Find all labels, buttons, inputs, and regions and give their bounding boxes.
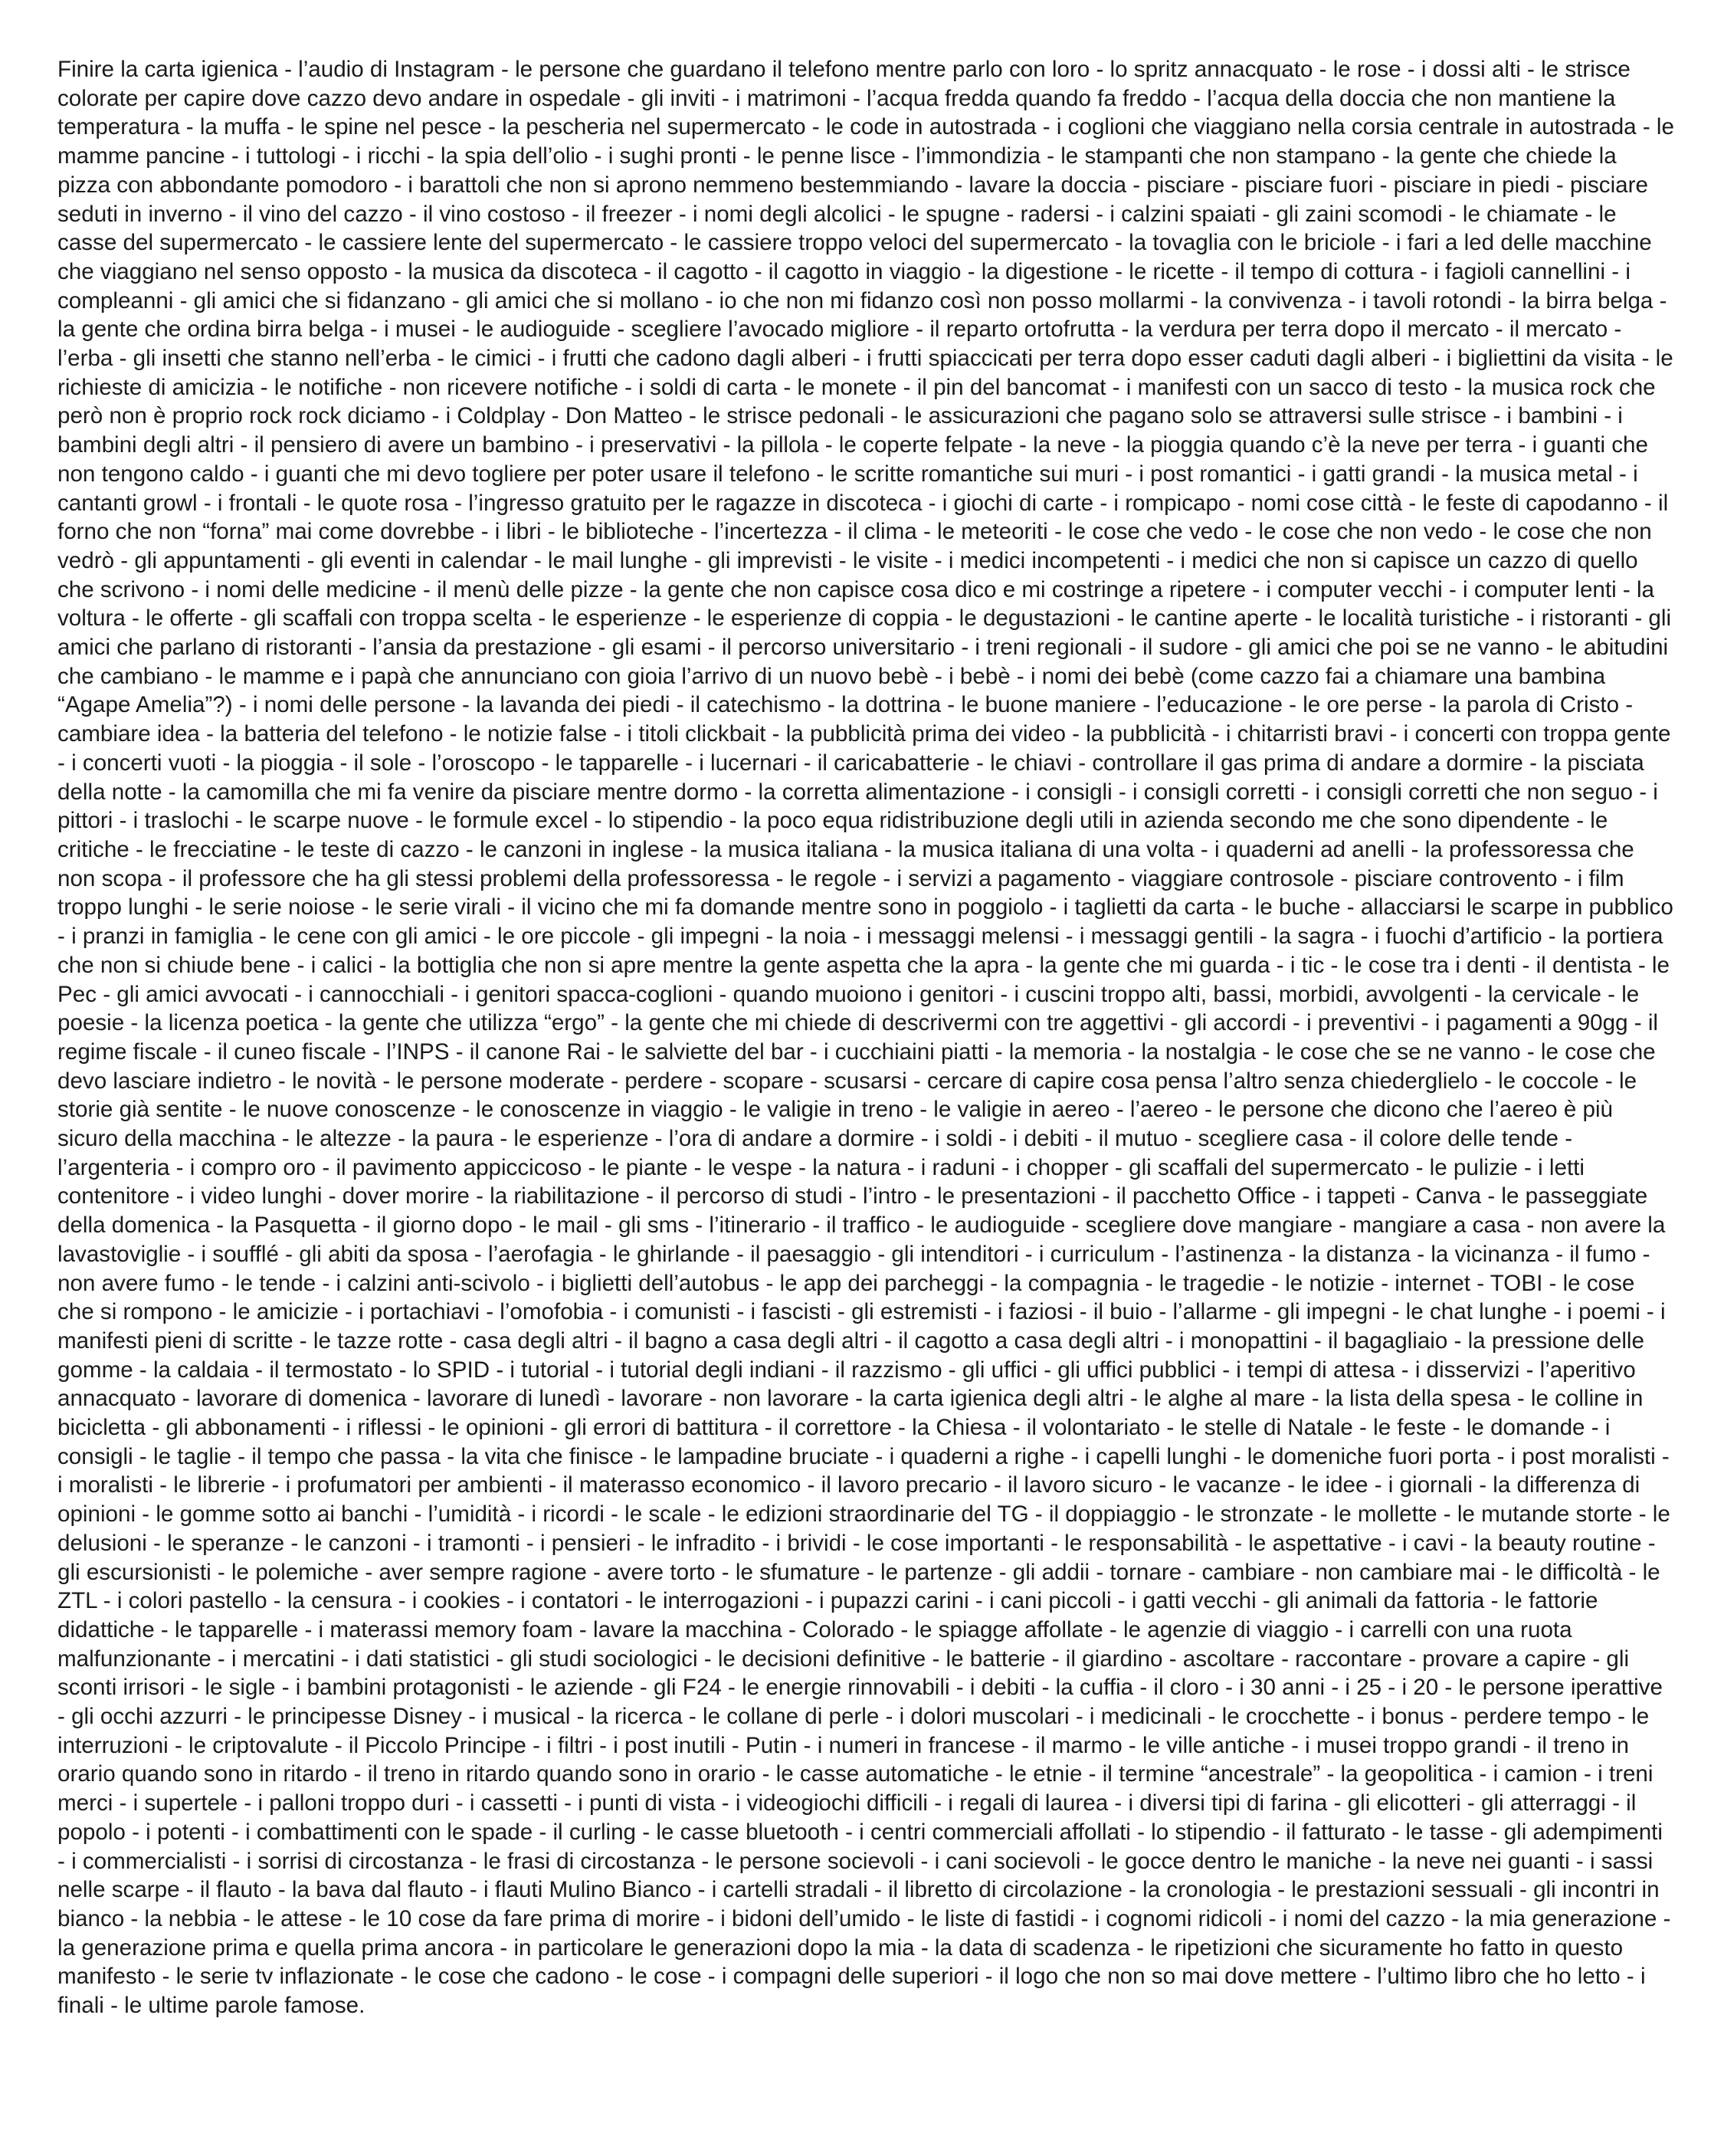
manifesto-text: Finire la carta igienica - l’audio di Instagram - le persone che guardano il telefono mentre parlo con loro - lo spritz annacquato - le rose - i dossi alti - le strisce colorate per capire dove cazzo devo andare in ospedale - gli inviti - i matrimoni - l’acqua fredda quando fa freddo - l’acqua della doccia che non mantiene la temperatura - la muffa - le spine nel pesce - la pescheria nel supermercato - le code in autostrada - i coglioni che viaggiano nella corsia centrale in autostrada - le mamme pancine - i tuttologi - i ricchi - la spia dell’olio - i sughi pronti - le penne lisce - l’immondizia - le stampanti che non stampano - la gente che chiede la pizza con abbondante pomodoro - i barattoli che non si aprono nemmeno bestemmiando - lavare la doccia - pisciare - pisciare fuori - pisciare in piedi - pisciare seduti in inverno - il vino del cazzo - il vino costoso - il freezer - i nomi degli alcolici - le spugne - radersi - i calzini spaiati - gli zaini scomodi - le chiamate - le casse del supermercato - le cassiere lente del supermercato - le cassiere troppo veloci del supermercato - la tovaglia con le briciole - i fari a led delle macchine che viaggiano nel senso opposto - la musica da discoteca - il cagotto - il cagotto in viaggio - la digestione - le ricette - il tempo di cottura - i fagioli cannellini - i compleanni - gli amici che si fidanzano - gli amici che si mollano - io che non mi fidanzo così non posso mollarmi - la convivenza - i tavoli rotondi - la birra belga - la gente che ordina birra belga - i musei - le audioguide - scegliere l’avocado migliore - il reparto ortofrutta - la verdura per terra dopo il mercato - il mercato - l’erba - gli insetti che stanno nell’erba - le cimici - i frutti che cadono dagli alberi - i frutti spiaccicati per terra dopo esser caduti dagli alberi - i bigliettini da visita - le richieste di amicizia - le notifiche - non ricevere notifiche - i soldi di carta - le monete - il pin del bancomat - i manifesti con un sacco di testo - la musica rock che però non è proprio rock rock diciamo - i Coldplay - Don Matteo - le strisce pedonali - le assicurazioni che pagano solo se attraversi sulle strisce - i bambini - i bambini degli altri - il pensiero di avere un bambino - i preservativi - la pillola - le coperte felpate - la neve - la pioggia quando c’è la neve per terra - i guanti che non tengono caldo - i guanti che mi devo togliere per poter usare il telefono - le scritte romantiche sui muri - i post romantici - i gatti grandi - la musica metal - i cantanti growl - i frontali - le quote rosa - l’ingresso gratuito per le ragazze in discoteca - i giochi di carte - i rompicapo - nomi cose città - le feste di capodanno - il forno che non “forna” mai come dovrebbe - i libri - le biblioteche - l’incertezza - il clima - le meteoriti - le cose che vedo - le cose che non vedo - le cose che non vedrò - gli appuntamenti - gli eventi in calendar - le mail lunghe - gli imprevisti - le visite - i medici incompetenti - i medici che non si capisce un cazzo di quello che scrivono - i nomi delle medicine - il menù delle pizze - la gente che non capisce cosa dico e mi costringe a ripetere - i computer vecchi - i computer lenti - la voltura - le offerte - gli scaffali con troppa scelta - le esperienze - le esperienze di coppia - le degustazioni - le cantine aperte - le località turistiche - i ristoranti - gli amici che parlano di ristoranti - l’ansia da prestazione - gli esami - il percorso universitario - i treni regionali - il sudore - gli amici che poi se ne vanno - le abitudini che cambiano - le mamme e i papà che annunciano con gioia l’arrivo di un nuovo bebè - i bebè - i nomi dei bebè (come cazzo fai a chiamare una bambina “Agape Amelia”?) - i nomi delle persone - la lavanda dei piedi - il catechismo - la dottrina - le buone maniere - l’educazione - le ore perse - la parola di Cristo - cambiare idea - la batteria del telefono - le notizie false - i titoli clickbait - la pubblicità prima dei video - la pubblicità - i chitarristi bravi - i concerti con troppa gente - i concerti vuoti - la pioggia - il sole - l’oroscopo - le tapparelle - i lucernari - il caricabatterie - le chiavi - controllare il gas prima di andare a dormire - la pisciata della notte - la camomilla che mi fa venire da pisciare mentre dormo - la corretta alimentazione - i consigli - i consigli corretti - i consigli corretti che non seguo - i pittori - i traslochi - le scarpe nuove - le formule excel - lo stipendio - la poco equa ridistribuzione degli utili in azienda secondo me che sono dipendente - le critiche - le frecciatine - le teste di cazzo - le canzoni in inglese - la musica italiana - la musica italiana di una volta - i quaderni ad anelli - la professoressa che non scopa - il professore che ha gli stessi problemi della professoressa - le regole - i servizi a pagamento - viaggiare controsole - pisciare controvento - i film troppo lunghi - le serie noiose - le serie virali - il vicino che mi fa domande mentre sono in poggiolo - i taglietti da carta - le buche - allacciarsi le scarpe in pubblico - i pranzi in famiglia - le cene con gli amici - le ore piccole - gli impegni - la noia - i messaggi melensi - i messaggi gentili - la sagra - i fuochi d’artificio - la portiera che non si chiude bene - i calici - la bottiglia che non si apre mentre la gente aspetta che la apra - la gente che mi guarda - i tic - le cose tra i denti - il dentista - le Pec - gli amici avvocati - i cannocchiali - i genitori spacca-coglioni - quando muoiono i genitori - i cuscini troppo alti, bassi, morbidi, avvolgenti - la cervicale - le poesie - la licenza poetica - la gente che utilizza “ergo” - la gente che mi chiede di descrivermi con tre aggettivi - gli accordi - i preventivi - i pagamenti a 90gg - il regime fiscale - il cuneo fiscale - l’INPS - il canone Rai - le salviette del bar - i cucchiaini piatti - la memoria - la nostalgia - le cose che se ne vanno - le cose che devo lasciare indietro - le novità - le persone moderate - perdere - scopare - scusarsi - cercare di capire cosa pensa l’altro senza chiederglielo - le coccole - le storie già sentite - le nuove conoscenze - le conoscenze in viaggio - le valigie in treno - le valigie in aereo - l’aereo - le persone che dicono che l’aereo è più sicuro della macchina - le altezze - la paura - le esperienze - l’ora di andare a dormire - i soldi - i debiti - il mutuo - scegliere casa - il colore delle tende - l’argenteria - i compro oro - il pavimento appiccicoso - le piante - le vespe - la natura - i raduni - i chopper - gli scaffali del supermercato - le pulizie - i letti contenitore - i video lunghi - dover morire - la riabilitazione - il percorso di studi - l’intro - le presentazioni - il pacchetto Office - i tappeti - Canva - le passeggiate della domenica - la Pasquetta - il giorno dopo - le mail - gli sms - l’itinerario - il traffico - le audioguide - scegliere dove mangiare - mangiare a casa - non avere la lavastoviglie - i soufflé - gli abiti da sposa - l’aerofagia - le ghirlande - il paesaggio - gli intenditori - i curriculum - l’astinenza - la distanza - la vicinanza - il fumo - non avere fumo - le tende - i calzini anti-scivolo - i biglietti dell’autobus - le app dei parcheggi - la compagnia - le tragedie - le notizie - internet - TOBI - le cose che si rompono - le amicizie - i portachiavi - l’omofobia - i comunisti - i fascisti - gli estremisti - i faziosi - il buio - l’allarme - gli impegni - le chat lunghe - i poemi - i manifesti pieni di scritte - le tazze rotte - casa degli altri - il bagno a casa degli altri - il cagotto a casa degli altri - i monopattini - il bagagliaio - la pressione delle gomme - la caldaia - il termostato - lo SPID - i tutorial - i tutorial degli indiani - il razzismo - gli uffici - gli uffici pubblici - i tempi di attesa - i disservizi - l’aperitivo annacquato - lavorare di domenica - lavorare di lunedì - lavorare - non lavorare - la carta igienica degli altri - le alghe al mare - la lista della spesa - le colline in bicicletta - gli abbonamenti - i riflessi - le opinioni - gli errori di battitura - il correttore - la Chiesa - il volontariato - le stelle di Natale - le feste - le domande - i consigli - le taglie - il tempo che passa - la vita che finisce - le lampadine bruciate - i quaderni a righe - i capelli lunghi - le domeniche fuori porta - i post moralisti - i moralisti - le librerie - i profumatori per ambienti - il materasso economico - il lavoro precario - il lavoro sicuro - le vacanze - le idee - i giornali - la differenza di opinioni - le gomme sotto ai banchi - l’umidità - i ricordi - le scale - le edizioni straordinarie del TG - il doppiaggio - le stronzate - le mollette - le mutande storte - le delusioni - le speranze - le canzoni - i tramonti - i pensieri - le infradito - i brividi - le cose importanti - le responsabilità - le aspettative - i cavi - la beauty routine - gli escursionisti - le polemiche - aver sempre ragione - avere torto - le sfumature - le partenze - gli addii - tornare - cambiare - non cambiare mai - le difficoltà - le ZTL - i colori pastello - la censura - i cookies - i contatori - le interrogazioni - i pupazzi carini - i cani piccoli - i gatti vecchi - gli animali da fattoria - le fattorie didattiche - le tapparelle - i materassi memory foam - lavare la macchina - Colorado - le spiagge affollate - le agenzie di viaggio - i carrelli con una ruota malfunzionante - i mercatini - i dati statistici - gli studi sociologici - le decisioni definitive - le batterie - il giardino - ascoltare - raccontare - provare a capire - gli sconti irrisori - le sigle - i bambini protagonisti - le aziende - gli F24 - le energie rinnovabili - i debiti - la cuffia - il cloro - i 30 anni - i 25 - i 20 - le persone iperattive - gli occhi azzurri - le principesse Disney - i musical - la ricerca - le collane di perle - i dolori muscolari - i medicinali - le crocchette - i bonus - perdere tempo - le interruzioni - le criptovalute - il Piccolo Principe - i filtri - i post inutili - Putin - i numeri in francese - il marmo - le ville antiche - i musei troppo grandi - il treno in orario quando sono in ritardo - il treno in ritardo quando sono in orario - le casse automatiche - le etnie - il termine “ancestrale” - la geopolitica - i camion - i treni merci - i supertele - i palloni troppo duri - i cassetti - i punti di vista - i videogiochi difficili - i regali di laurea - i diversi tipi di farina - gli elicotteri - gli atterraggi - il popolo - i potenti - i combattimenti con le spade - il curling - le casse bluetooth - i centri commerciali affollati - lo stipendio - il fatturato - le tasse - gli adempimenti - i commercialisti - i sorrisi di circostanza - le frasi di circostanza - le persone socievoli - i cani socievoli - le gocce dentro le maniche - la neve nei guanti - i sassi nelle scarpe - il flauto - la bava dal flauto - i flauti Mulino Bianco - i cartelli stradali - il libretto di circolazione - la cronologia - le prestazioni sessuali - gli incontri in bianco - la nebbia - le attese - le 10 cose da fare prima di morire - i bidoni dell’umido - le liste di fastidi - i cognomi ridicoli - i nomi del cazzo - la mia generazione - la generazione prima e quella prima ancora - in particolare le generazioni dopo la mia - la data di scadenza - le ripetizioni che sicuramente ho fatto in questo manifesto - le serie tv inflazionate - le cose che cadono - le cose - i compagni delle superiori - il logo che non so mai dove mettere - l’ultimo libro che ho letto - i finali - le ultime parole famose. (57, 57, 1674, 2019)
manifesto-page (57, 55, 1674, 2020)
